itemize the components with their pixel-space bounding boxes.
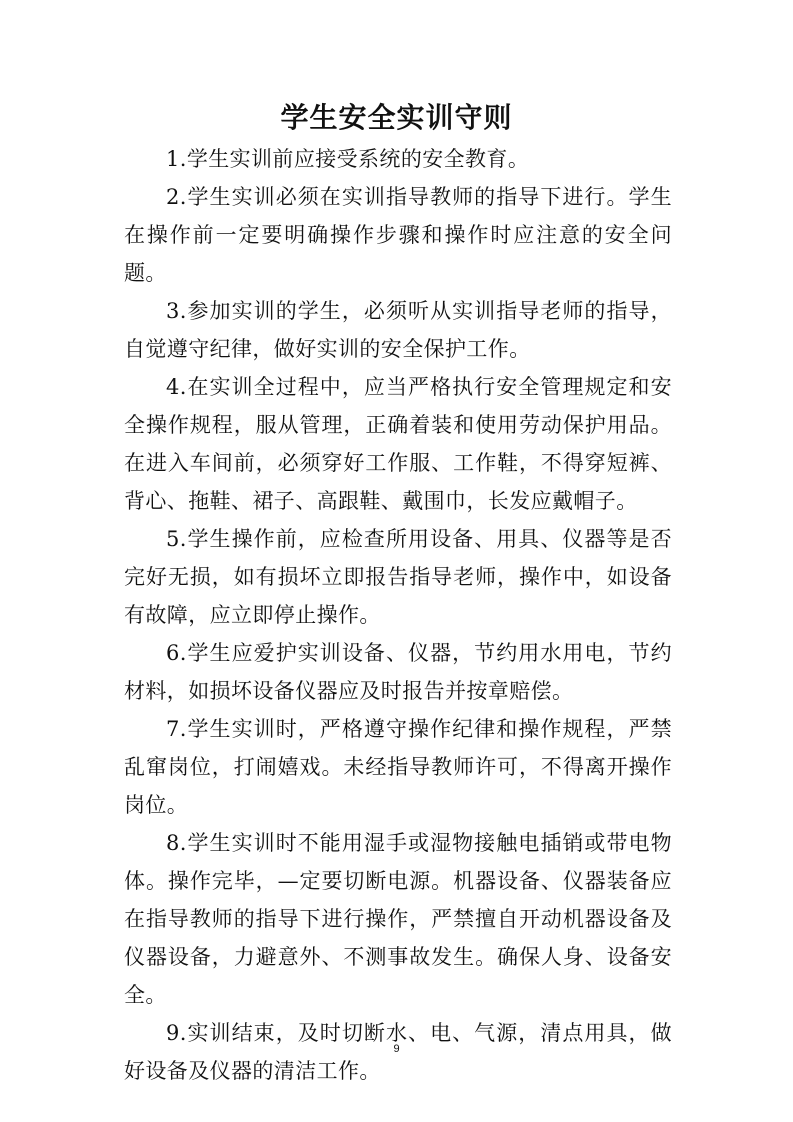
rule-paragraph-9: 9.实训结束，及时切断水、电、气源，清点用具，做好设备及仪器的清洁工作。 [124, 1021, 672, 1083]
document-title: 学生安全实训守则 [280, 101, 513, 134]
rule-paragraph-4: 4.在实训全过程中，应当严格执行安全管理规定和安全操作规程，服从管理，正确着装和使用劳动保护用品。在进入车间前，必须穿好工作服、工作鞋，不得穿短裤、背心、拖鞋、裙子、高跟鞋、戴围巾，长发应戴帽子。 [124, 375, 672, 513]
rule-paragraph-2: 2.学生实训必须在实训指导教师的指导下进行。学生在操作前一定要明确操作步骤和操作时应注意的安全问题。 [124, 185, 672, 285]
rule-paragraph-6: 6.学生应爱护实训设备、仪器，节约用水用电，节约材料，如损坏设备仪器应及时报告并按章赔偿。 [124, 641, 672, 703]
rule-paragraph-3: 3.参加实训的学生，必须听从实训指导老师的指导，自觉遵守纪律，做好实训的安全保护工作。 [124, 299, 672, 361]
rules-list [124, 140, 672, 1090]
rule-paragraph-1: 1.学生实训前应接受系统的安全教育。 [166, 147, 530, 171]
page-number: 9 [393, 1043, 400, 1055]
rule-paragraph-7: 7.学生实训时，严格遵守操作纪律和操作规程，严禁乱窜岗位，打闹嬉戏。未经指导教师许可，不得离开操作岗位。 [124, 717, 672, 817]
rule-paragraph-5: 5.学生操作前，应检查所用设备、用具、仪器等是否完好无损，如有损坏立即报告指导老师，操作中，如设备有故障，应立即停止操作。 [124, 527, 672, 627]
rule-paragraph-8: 8.学生实训时不能用湿手或湿物接触电插销或带电物体。操作完毕，—定要切断电源。机器设备、仪器装备应在指导教师的指导下进行操作，严禁擅自开动机器设备及仪器设备，力避意外、不测事故发生。确保人身、设备安全。 [124, 831, 672, 1007]
